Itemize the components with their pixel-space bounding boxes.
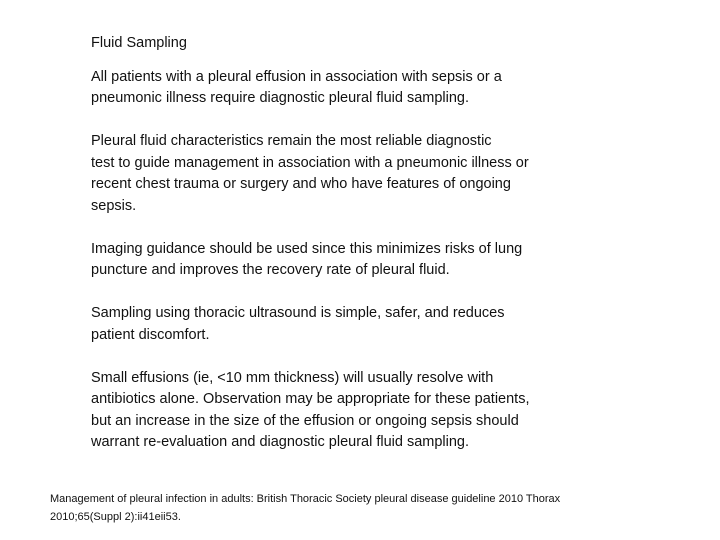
paragraph-line: Pleural fluid characteristics remain the most reliable diagnostic [91,133,492,149]
paragraph-line: sepsis. [91,197,137,214]
slide-title: Fluid Sampling [91,35,187,51]
paragraph-ultrasound [91,303,611,346]
paragraph-line: Small effusions (ie, <10 mm thickness) will usually resolve with [91,369,494,386]
paragraph-line: All patients with a pleural effusion in association with sepsis or a [91,68,502,85]
slide-content [91,33,611,475]
paragraph-line: test to guide management in association with a pneumonic illness or [91,154,529,171]
paragraph-line: but an increase in the size of the effusion or ongoing sepsis should [91,412,519,429]
paragraph-line: Sampling using thoracic ultrasound is simple, safer, and reduces [91,305,505,321]
paragraph-line: warrant re-evaluation and diagnostic pleural fluid sampling. [91,434,470,450]
citation-line: Management of pleural infection in adults: British Thoracic Society pleural disease guideline 2010 Thorax [50,493,561,505]
paragraph-fluid-characteristics [91,131,611,217]
paragraph-line: antibiotics alone. Observation may be appropriate for these patients, [91,391,530,407]
paragraph-line: patient discomfort. [91,326,210,343]
paragraph-line: puncture and improves the recovery rate of pleural fluid. [91,262,450,278]
paragraph-line: Imaging guidance should be used since this minimizes risks of lung [91,240,523,257]
citation-line: 2010;65(Suppl 2):ii41eii53. [50,511,181,523]
paragraph-sampling-indication [91,67,611,110]
paragraph-small-effusions [91,368,611,454]
paragraph-line: recent chest trauma or surgery and who have features of ongoing [91,176,511,192]
citation [50,490,690,526]
paragraph-imaging-guidance [91,239,611,282]
paragraph-line: pneumonic illness require diagnostic pleural fluid sampling. [91,90,470,106]
